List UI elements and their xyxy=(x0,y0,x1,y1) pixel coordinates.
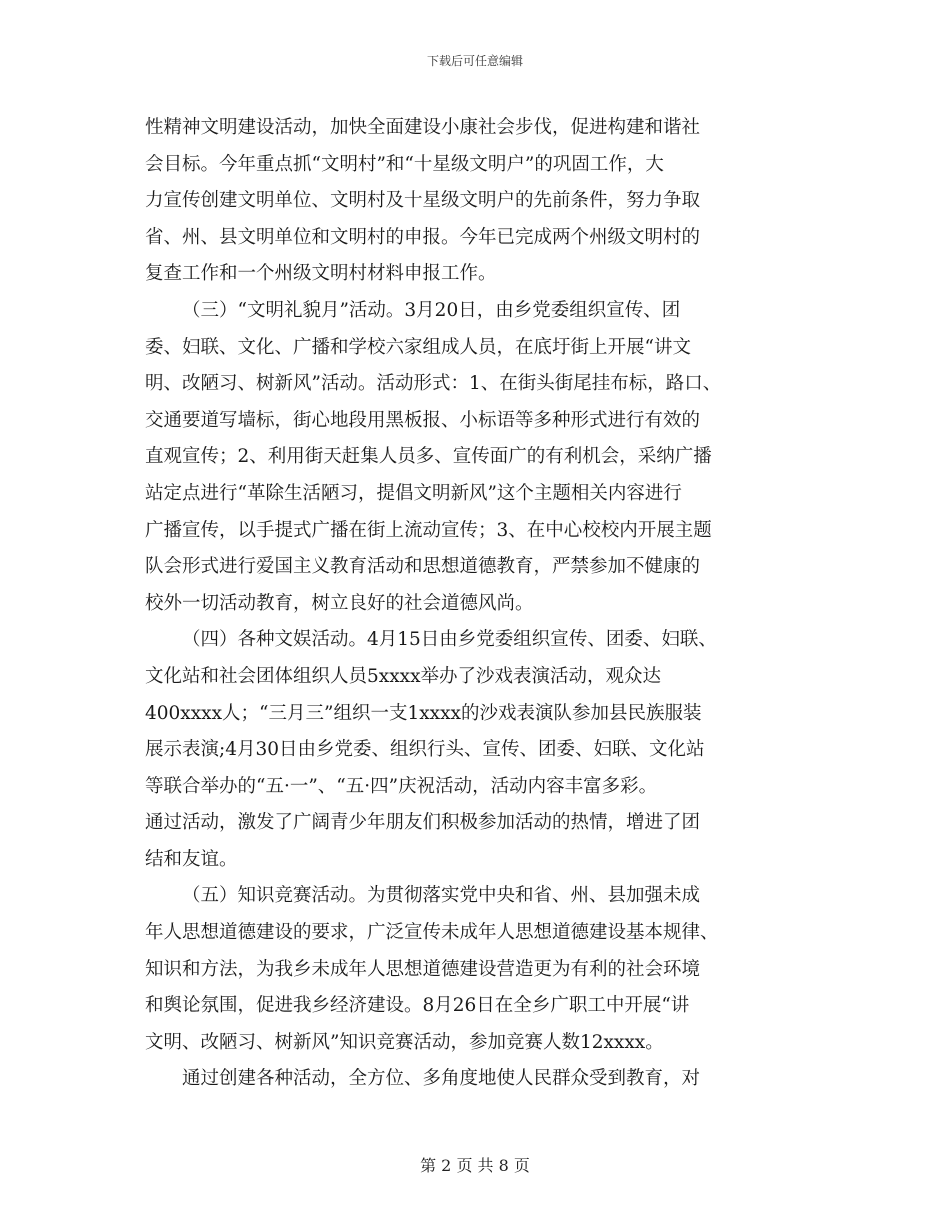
page-number: 第 2 页 共 8 页 xyxy=(420,1156,530,1175)
text-line: 复查工作和一个州级文明村材料申报工作。 xyxy=(145,263,497,285)
text-line: 年人思想道德建设的要求，广泛宣传未成年人思想道德建设基本规律、 xyxy=(145,922,719,944)
text-line: 文明、改陋习、树新风”知识竞赛活动，参加竞赛人数12xxxx。 xyxy=(145,1031,664,1053)
paragraph xyxy=(145,110,825,293)
page-header: 下载后可任意编辑 xyxy=(426,54,523,68)
paragraph xyxy=(145,622,825,878)
text-line: 通过创建各种活动，全方位、多角度地使人民群众受到教育，对 xyxy=(182,1068,701,1090)
text-line: 400xxxx人；“三月三”组织一支1xxxx的沙戏表演队参加县民族服装 xyxy=(145,702,702,724)
paragraph xyxy=(145,293,825,622)
text-line: （五）知识竞赛活动。为贯彻落实党中央和省、州、县加强未成 xyxy=(182,885,701,907)
text-line: 力宣传创建文明单位、文明村及十星级文明户的先前条件，努力争取 xyxy=(145,190,701,212)
text-line: 直观宣传；2、利用街天赶集人员多、宣传面广的有利机会，采纳广播 xyxy=(145,446,712,468)
text-line: 站定点进行“革除生活陋习，提倡文明新风”这个主题相关内容进行 xyxy=(145,482,682,504)
text-line: 通过活动，激发了广阔青少年朋友们积极参加活动的热情，增进了团 xyxy=(145,812,701,834)
text-line: 结和友谊。 xyxy=(145,848,238,870)
text-line: 知识和方法，为我乡未成年人思想道德建设营造更为有利的社会环境 xyxy=(145,958,701,980)
text-line: 交通要道写墙标，街心地段用黑板报、小标语等多种形式进行有效的 xyxy=(145,409,701,431)
text-line: 性精神文明建设活动，加快全面建设小康社会步伐，促进构建和谐社 xyxy=(145,117,701,138)
text-line: 和舆论氛围，促进我乡经济建设。8月26日在全乡广职工中开展“讲 xyxy=(145,995,690,1017)
text-line: 会目标。今年重点抓“文明村”和“十星级文明户”的巩固工作，大 xyxy=(145,153,664,175)
paragraph xyxy=(145,1061,825,1098)
text-line: 校外一切活动教育，树立良好的社会道德风尚。 xyxy=(145,592,534,614)
text-line: 省、州、县文明单位和文明村的申报。今年已完成两个州级文明村的 xyxy=(145,226,701,248)
paragraph xyxy=(145,878,825,1061)
text-line: 委、妇联、文化、广播和学校六家组成人员，在底圩街上开展“讲文 xyxy=(145,336,691,358)
document-body xyxy=(145,110,825,1098)
text-line: 等联合举办的“五·一”、“五·四”庆祝活动，活动内容丰富多彩。 xyxy=(145,775,658,797)
text-line: 明、改陋习、树新风”活动。活动形式：1、在街头街尾挂布标，路口、 xyxy=(145,373,722,395)
text-line: 展示表演;4月30日由乡党委、组织行头、宣传、团委、妇联、文化站 xyxy=(145,739,705,761)
text-line: 广播宣传，以手提式广播在街上流动宣传；3、在中心校校内开展主题 xyxy=(145,519,712,541)
text-line: 文化站和社会团体组织人员5xxxx举办了沙戏表演活动，观众达 xyxy=(145,665,662,687)
text-line: （三）“文明礼貌月”活动。3月20日，由乡党委组织宣传、团 xyxy=(182,299,681,321)
text-line: 队会形式进行爱国主义教育活动和思想道德教育，严禁参加不健康的 xyxy=(145,556,701,578)
text-line: （四）各种文娱活动。4月15日由乡党委组织宣传、团委、妇联、 xyxy=(182,629,717,651)
